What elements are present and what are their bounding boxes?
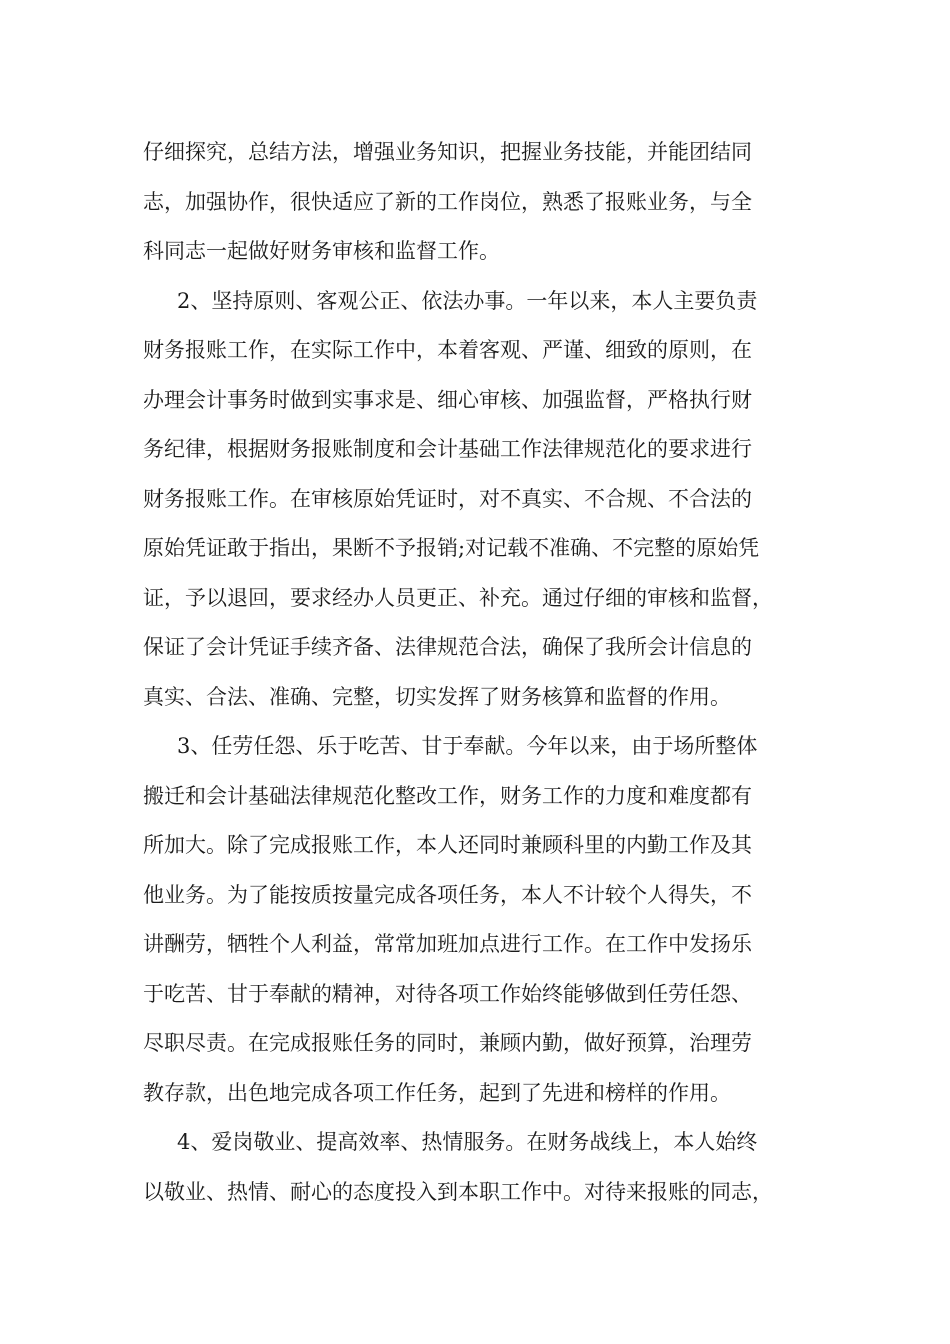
text-line: 所加大。除了完成报账工作，本人还同时兼顾科里的内勤工作及其 xyxy=(143,833,752,857)
text-line: 讲酬劳，牺牲个人利益，常常加班加点进行工作。在工作中发扬乐 xyxy=(143,932,752,956)
document-body xyxy=(143,128,823,1217)
paragraph-first-line: 3、任劳任怨、乐于吃苦、甘于奉献。今年以来，由于场所整体 xyxy=(177,734,758,758)
paragraph-first-line: 4、爱岗敬业、提高效率、热情服务。在财务战线上，本人始终 xyxy=(177,1130,758,1154)
text-line: 志，加强协作，很快适应了新的工作岗位，熟悉了报账业务，与全 xyxy=(143,189,752,214)
text-line: 务纪律，根据财务报账制度和会计基础工作法律规范化的要求进行 xyxy=(143,437,752,461)
text-line: 他业务。为了能按质按量完成各项任务，本人不计较个人得失，不 xyxy=(143,882,752,907)
text-line: 财务报账工作，在实际工作中，本着客观、严谨、细致的原则，在 xyxy=(143,338,752,362)
text-line: 仔细探究，总结方法，增强业务知识，把握业务技能，并能团结同 xyxy=(143,140,752,164)
text-line: 财务报账工作。在审核原始凭证时，对不真实、不合规、不合法的 xyxy=(143,486,752,511)
text-line: 办理会计事务时做到实事求是、细心审核、加强监督，严格执行财 xyxy=(143,387,752,412)
text-line: 教存款，出色地完成各项工作任务，起到了先进和榜样的作用。 xyxy=(143,1080,731,1105)
text-line: 尽职尽责。在完成报账任务的同时，兼顾内勤，做好预算，治理劳 xyxy=(143,1031,752,1055)
paragraph-first-line: 2、坚持原则、客观公正、依法办事。一年以来，本人主要负责 xyxy=(177,288,758,313)
text-line: 原始凭证敢于指出，果断不予报销;对记载不准确、不完整的原始凭 xyxy=(143,536,760,560)
text-line: 证，予以退回，要求经办人员更正、补充。通过仔细的审核和监督， xyxy=(143,585,773,610)
text-line: 于吃苦、甘于奉献的精神，对待各项工作始终能够做到任劳任怨、 xyxy=(143,981,752,1006)
text-line: 以敬业、热情、耐心的态度投入到本职工作中。对待来报账的同志， xyxy=(143,1179,773,1204)
text-line: 真实、合法、准确、完整，切实发挥了财务核算和监督的作用。 xyxy=(143,684,731,709)
text-line: 保证了会计凭证手续齐备、法律规范合法，确保了我所会计信息的 xyxy=(143,635,752,659)
text-line: 搬迁和会计基础法律规范化整改工作，财务工作的力度和难度都有 xyxy=(143,783,752,808)
text-line: 科同志一起做好财务审核和监督工作。 xyxy=(143,239,500,263)
